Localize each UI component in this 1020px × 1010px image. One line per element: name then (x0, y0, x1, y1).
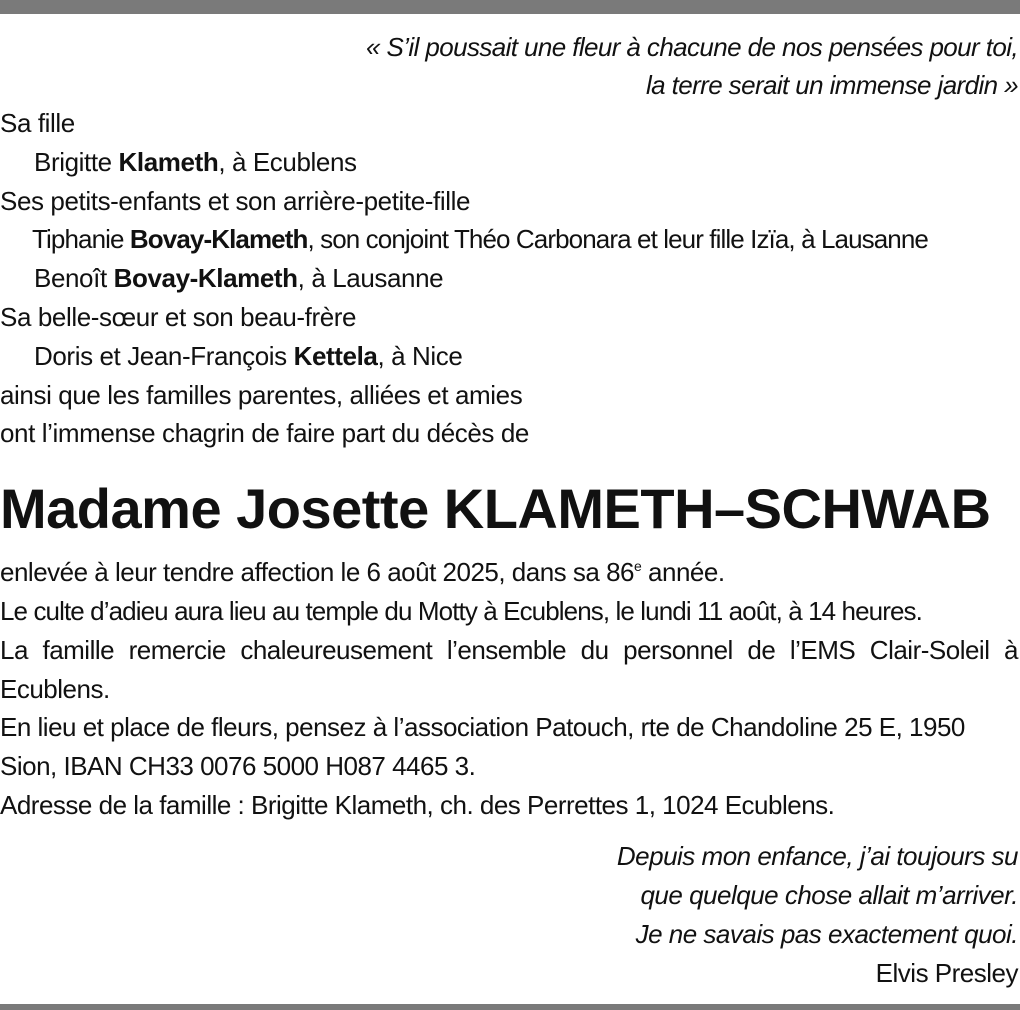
top-rule (0, 0, 1020, 14)
daughter-location: , à Ecublens (218, 146, 357, 177)
inlaws-first-names: Doris et Jean-François (34, 340, 294, 371)
ordinal-suffix: e (634, 558, 642, 575)
daughter-entry (0, 143, 1018, 182)
death-statement (0, 553, 1018, 592)
grandchild-2-location: , à Lausanne (297, 263, 444, 294)
family-address: Adresse de la famille : Brigitte Klameth, ch. des Perrettes 1, 1024 Ecublens. (0, 789, 835, 820)
grandchild-entry-1 (0, 220, 1018, 259)
obituary-notice (0, 28, 1018, 993)
grandchild-2-last-name: Bovay-Klameth (113, 263, 298, 294)
family-list (0, 104, 1018, 453)
opening-quote (0, 28, 1018, 104)
bottom-rule (0, 1004, 1020, 1010)
closing-line-1: ainsi que les familles parentes, alliées et amies (0, 379, 523, 410)
ceremony-info: Le culte d’adieu aura lieu au temple du Motty à Ecublens, le lundi 11 août, à 14 heures. (0, 595, 922, 626)
inlaws-last-name: Kettela (293, 340, 378, 371)
grandchild-1-last-name: Bovay-Klameth (129, 224, 308, 255)
death-statement-text: enlevée à leur tendre affection le 6 août 2025, dans sa 86 (0, 557, 635, 588)
epigraph-author: Elvis Presley (875, 957, 1018, 988)
closing-epigraph (0, 837, 1018, 993)
grandchild-entry-2 (0, 259, 1018, 298)
donation-info: En lieu et place de fleurs, pensez à l’association Patouch, rte de Chandoline 25 E, 1950 Sion, IBAN CH33 0076 5000 H087 4465 3. (0, 712, 965, 782)
daughter-first-name: Brigitte (34, 146, 119, 177)
grandchild-1-first-name: Tiphanie (32, 224, 130, 255)
epigraph-line-2: que quelque chose allait m’arriver. (640, 879, 1018, 910)
epigraph-line-3: Je ne savais pas exactement quoi. (635, 918, 1018, 949)
daughter-last-name: Klameth (118, 146, 219, 177)
deceased-name: Madame Josette KLAMETH–SCHWAB (0, 477, 991, 541)
thanks-text: La famille remercie chaleureusement l’ensemble du personnel de l’EMS Clair-Soleil à Ecublens. (0, 634, 1018, 704)
grandchildren-heading: Ses petits-enfants et son arrière-petite-fille (0, 185, 471, 216)
daughter-heading: Sa fille (0, 108, 75, 138)
closing-line-2: ont l’immense chagrin de faire part du décès de (0, 418, 529, 449)
opening-quote-line-1: « S’il poussait une fleur à chacune de nos pensées pour toi, (365, 32, 1018, 62)
inlaws-heading: Sa belle-sœur et son beau-frère (0, 301, 357, 332)
death-statement-end: année. (641, 557, 725, 588)
inlaws-entry (0, 337, 1018, 376)
opening-quote-line-2: la terre serait un immense jardin » (645, 70, 1018, 100)
epigraph-line-1: Depuis mon enfance, j’ai toujours su (616, 840, 1018, 871)
grandchild-1-details: , son conjoint Théo Carbonara et leur fille Izïa, à Lausanne (307, 224, 928, 255)
notice-details (0, 553, 1018, 825)
grandchild-2-first-name: Benoît (34, 263, 114, 294)
inlaws-location: , à Nice (377, 340, 463, 371)
